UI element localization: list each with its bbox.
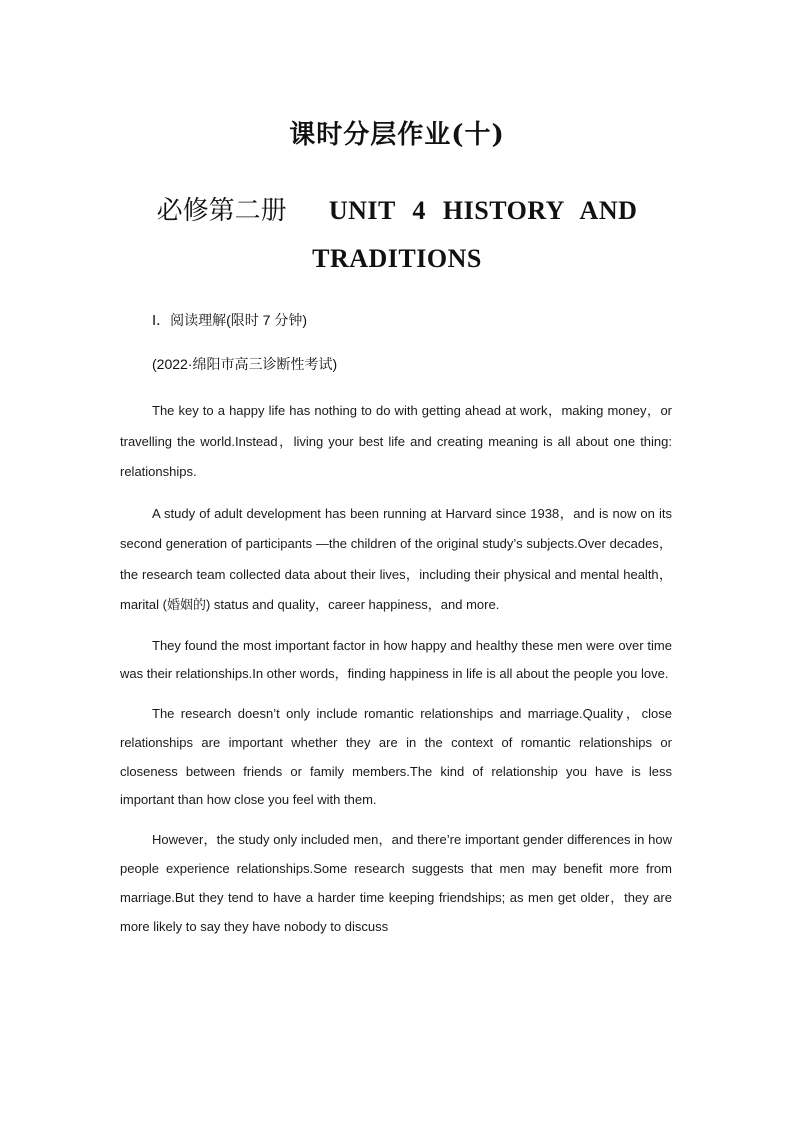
unit-title-part1: UNIT 4 HISTORY AND [328, 196, 638, 225]
source-note: (2022·绵阳市高三诊断性考试) [152, 356, 338, 372]
unit-title-part2: TRADITIONS [312, 244, 482, 273]
section-heading: Ⅰ．阅读理解(限时 7 分钟) [152, 312, 308, 328]
book-name: 必修第二册 [156, 196, 287, 226]
page-title: 课时分层作业(十) [289, 120, 505, 150]
paragraph: However，the study only included men，and there’re important gender differences in how people experience relationships.Some research suggests that men may benefit more from marriage.But they tend to have a harder time keeping friendships; as men get older，they are more likely to say they have nobody to discuss [120, 832, 672, 934]
paragraph: The research doesn’t only include romantic relationships and marriage.Quality，close relationships are important whether they are in the context of romantic relationships or closeness between friends or family members.The kind of relationship you have is less important than how close you feel with them. [120, 706, 672, 808]
paragraph: They found the most important factor in how happy and healthy these men were over time was their relationships.In other words，finding happiness in life is all about the people you love. [120, 637, 672, 682]
paragraph: The key to a happy life has nothing to do with getting ahead at work，making money，or travelling the world.Instead，living your best life and creating meaning is all about one thing: relationships. [120, 403, 672, 479]
paragraph: A study of adult development has been running at Harvard since 1938，and is now on its second generation of participants —the children of the original study’s subjects.Over decades，the research team collected data about their lives，including their physical and mental health，marital (婚姻的) status and quality，career happiness，and more. [120, 505, 672, 612]
unit-heading-line1 [0, 190, 794, 227]
reading-passage [120, 396, 672, 952]
